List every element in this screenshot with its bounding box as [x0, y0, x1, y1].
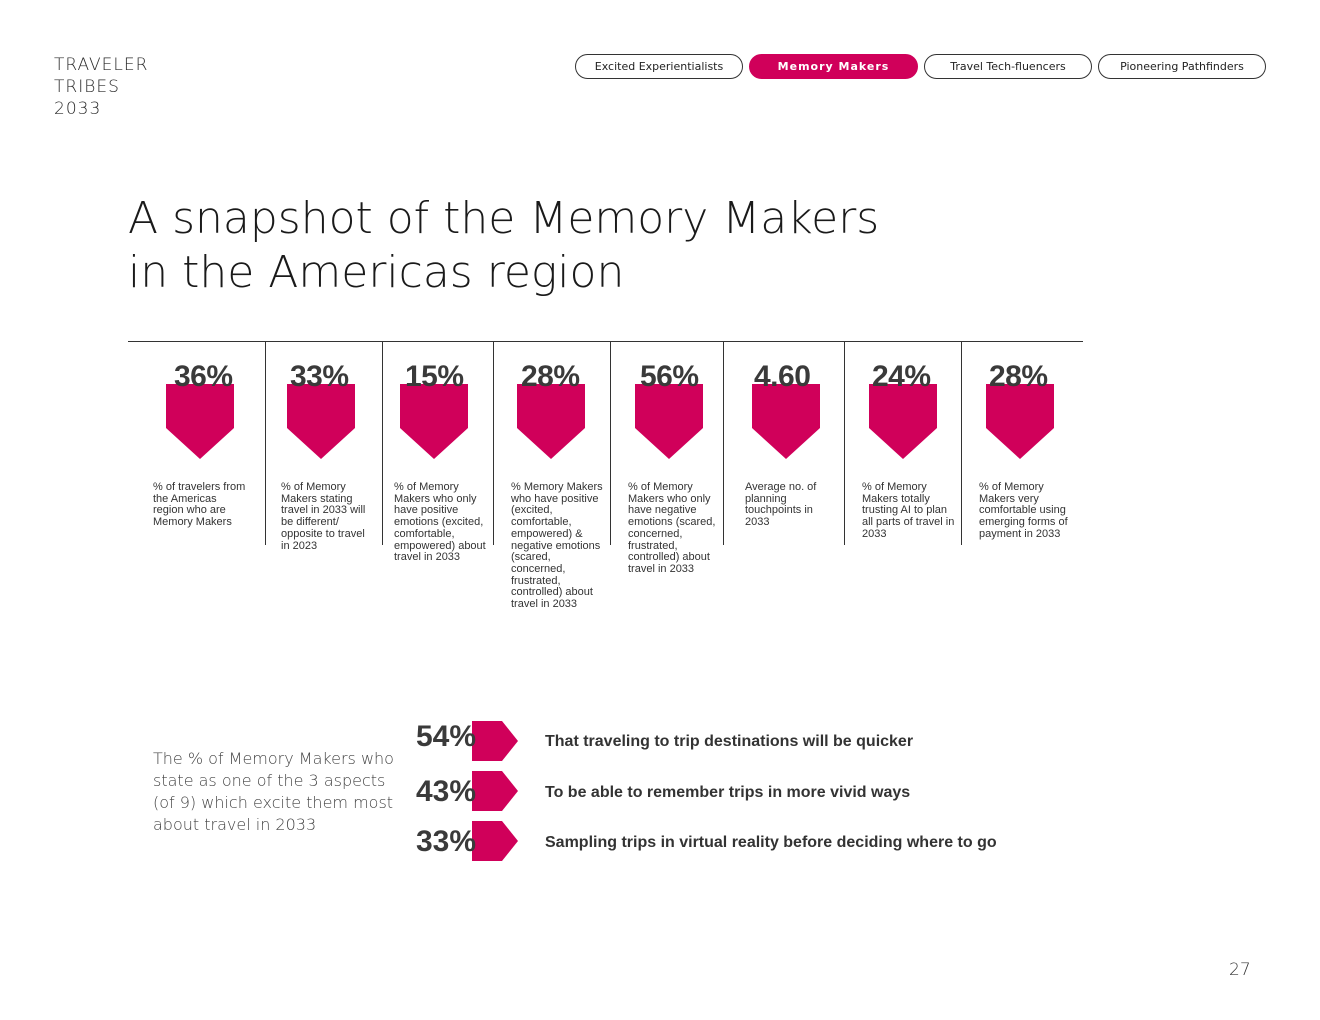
stat-column-divider: [493, 341, 494, 545]
brand-line-2: TRIBES: [54, 77, 120, 97]
stat-value: 28%: [521, 360, 580, 393]
stat-description: % of Memory Makers stating travel in 2033 will be different/ opposite to travel in 2023: [281, 481, 366, 552]
stat-column-divider: [961, 341, 962, 545]
brand-line-3: 2033: [54, 99, 102, 119]
tab-memory-makers[interactable]: Memory Makers: [749, 54, 918, 79]
page-title-line-1: A snapshot of the Memory Makers: [128, 193, 880, 244]
page-number: 27: [1229, 960, 1251, 980]
tribe-tabs: [575, 54, 1266, 79]
stat-description: % of travelers from the Americas region who are Memory Makers: [153, 481, 246, 529]
stat-marker-icon: [869, 384, 937, 460]
stat-marker-icon: [752, 384, 820, 460]
page-title: [128, 192, 879, 300]
brand-logo-text: [54, 54, 148, 120]
stat-marker-icon: [635, 384, 703, 460]
stat-description: % of Memory Makers very comfortable using emerging forms of payment in 2033: [979, 481, 1068, 540]
stat-value: 4.60: [754, 360, 811, 393]
excite-intro-text: The % of Memory Makers who state as one of the 3 aspects (of 9) which excite them most about travel in 2033: [153, 749, 394, 834]
brand-line-1: TRAVELER: [54, 55, 149, 75]
stat-value: 28%: [989, 360, 1048, 393]
stat-marker-icon: [166, 384, 234, 460]
stat-marker-icon: [986, 384, 1054, 460]
stat-marker-icon: [400, 384, 468, 460]
stat-description: % of Memory Makers who only have negative emotions (scared, concerned, frustrated, controlled) about travel in 2033: [628, 481, 716, 575]
stat-value: 36%: [174, 360, 233, 393]
aspect-value: 43%: [416, 775, 477, 808]
aspect-label: Sampling trips in virtual reality before deciding where to go: [545, 834, 997, 851]
tab-excited-experientialists[interactable]: Excited Experientialists: [575, 54, 743, 79]
page-title-line-2: in the Americas region: [128, 247, 625, 298]
stat-description: % Memory Makers who have positive (excited, comfortable, empowered) & negative emotions (scared, concerned, frustrated, controlled) about travel in 2033: [511, 481, 603, 611]
stat-description: % of Memory Makers totally trusting AI to plan all parts of travel in 2033: [862, 481, 955, 540]
stat-column-divider: [723, 341, 724, 545]
stat-description: % of Memory Makers who only have positive emotions (excited, comfortable, empowered) about travel in 2033: [394, 481, 486, 564]
tab-pioneering-pathfinders[interactable]: Pioneering Pathfinders: [1098, 54, 1266, 79]
stat-value: 33%: [290, 360, 349, 393]
stat-column-divider: [610, 341, 611, 545]
stats-top-rule: [128, 341, 1083, 342]
aspect-value: 54%: [416, 720, 477, 753]
stat-column-divider: [382, 341, 383, 545]
aspect-label: To be able to remember trips in more vivid ways: [545, 784, 911, 801]
stat-column-divider: [265, 341, 266, 545]
stat-column-divider: [844, 341, 845, 545]
stat-marker-icon: [517, 384, 585, 460]
stat-value: 56%: [640, 360, 699, 393]
stat-marker-icon: [287, 384, 355, 460]
aspect-label: That traveling to trip destinations will be quicker: [545, 733, 914, 750]
aspect-value: 33%: [416, 825, 477, 858]
stat-value: 15%: [405, 360, 464, 393]
stat-description: Average no. of planning touchpoints in 2033: [745, 481, 817, 529]
stat-value: 24%: [872, 360, 931, 393]
tab-travel-tech-fluencers[interactable]: Travel Tech-fluencers: [924, 54, 1092, 79]
